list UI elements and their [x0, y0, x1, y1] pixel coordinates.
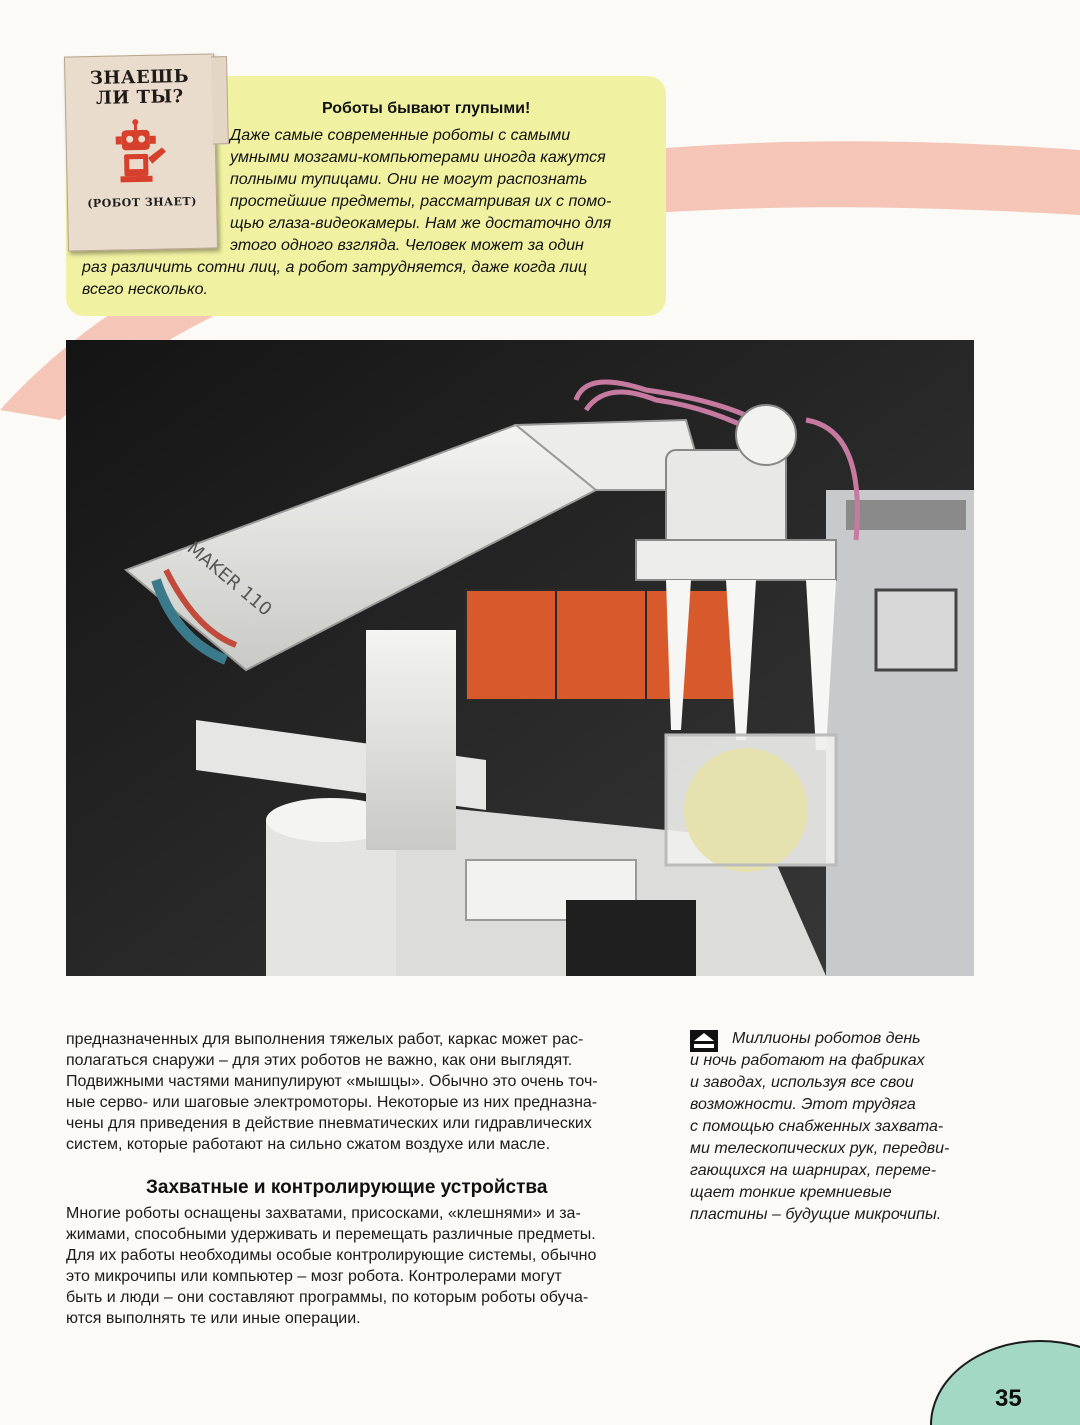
body-paragraph-1: предназначенных для выполнения тяжелых работ, каркас может рас- полагаться снаружи – для этих роботов не важно, как они выглядят. Подвижными частями манипулируют «мышцы». Обычно это очень точ- ные серво- или шаговые электромоторы. Некоторые из них предназна- чены для приведения в действие пневматических или гидравлических систем, которые работают на сильно сжатом воздухе или масле. — [66, 1031, 598, 1153]
robot-icon — [105, 117, 176, 188]
body-paragraph-2: Многие роботы оснащены захватами, присосками, «клешнями» и за- жимами, способными удерживать и перемещать различные предметы. Для их работы необходимы особые контролирующие системы, обычно это микрочипы или компьютер – мозг робота. Контролерами могут быть и люди – они составляют программы, по которым роботы обуча- ются выполнять те или иные операции. — [66, 1205, 597, 1327]
photo-caption: Миллионы роботов день и ночь работают на фабриках и заводах, используя все свои возможности. Этот трудяга с помощью снабженных захвата- ми телескопических рук, передви- гающихся на шарнирах, переме- щает тонкие кремниевые пластины – будущие микрочипы. — [690, 1030, 950, 1223]
fact-text-bottom: раз различить сотни лиц, а робот затрудняется, даже когда лиц всего несколько. — [82, 259, 587, 298]
section-heading: Захватные и контролирующие устройства — [146, 1177, 548, 1198]
did-you-know-card — [64, 53, 218, 251]
arm-label: MAKER 110 — [182, 537, 276, 621]
fact-text-top: Даже самые современные роботы с самыми умными мозгами-компьютерами иногда кажутся полными тупицами. Они не могут распознать простейшие предметы, рассматривая их с помо- щью глаза-видеокамеры. Нам же достаточно для этого одного взгляда. Человек может за один — [230, 127, 612, 254]
did-you-know-footer: (РОБОТ ЗНАЕТ) — [87, 194, 197, 211]
card-tab — [211, 56, 229, 144]
industrial-robot-photo — [66, 340, 974, 976]
did-you-know-title: ЗНАЕШЬ ЛИ ТЫ? — [89, 65, 190, 109]
fact-heading: Роботы бывают глупыми! — [322, 100, 531, 117]
page-number: 35 — [995, 1385, 1022, 1412]
